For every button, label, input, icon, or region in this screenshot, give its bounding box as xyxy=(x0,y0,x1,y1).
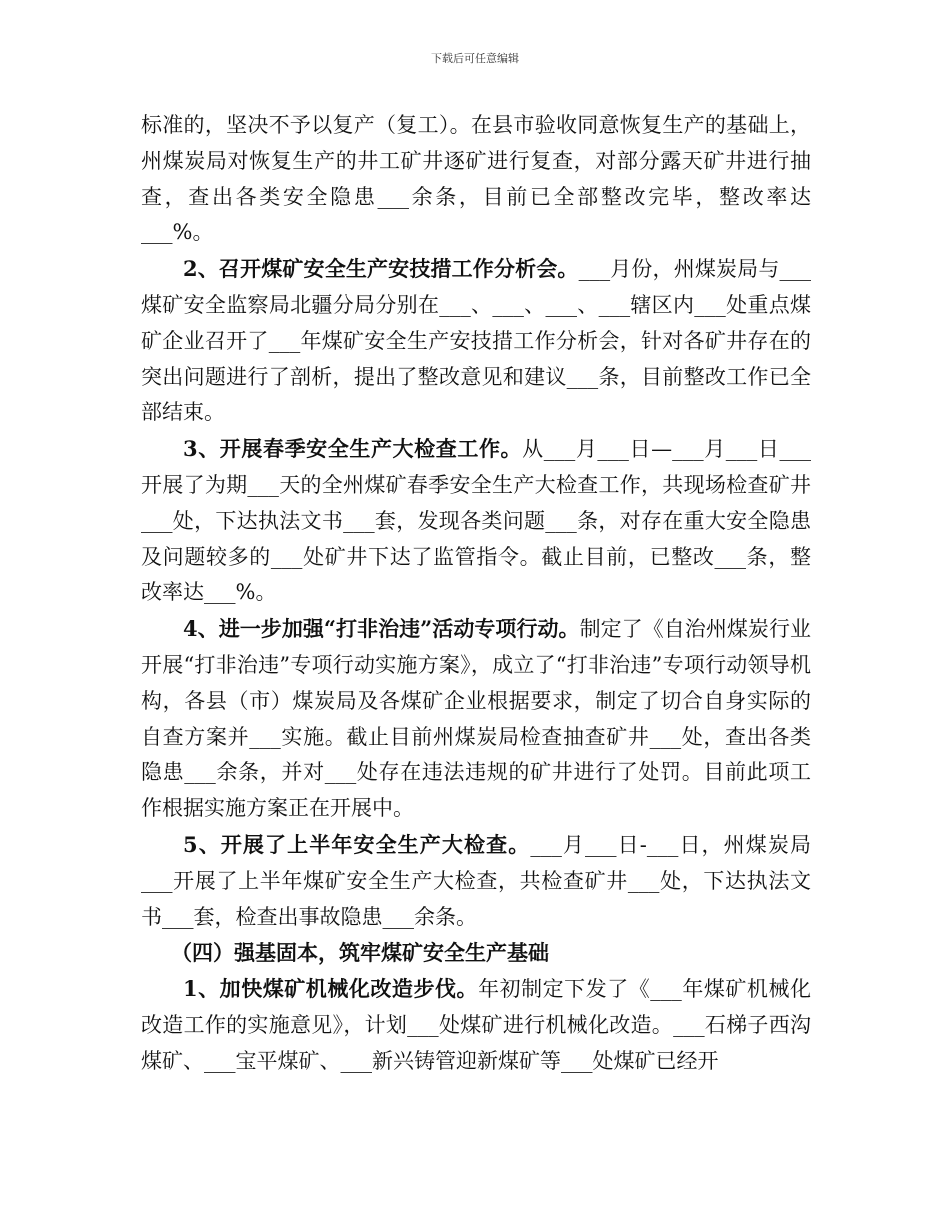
paragraph-text: ___月___日-___日，州煤炭局___开展了上半年煤矿安全生产大检查，共检查矿井___处，下达执法文书___套，检查出事故隐患___余条。 xyxy=(141,832,811,929)
paragraph-item-4 xyxy=(141,611,811,827)
paragraph-lead: 2、召开煤矿安全生产安技措工作分析会。 xyxy=(183,256,579,282)
paragraph-item-3 xyxy=(141,431,811,611)
paragraph-lead: 3、开展春季安全生产大检查工作。 xyxy=(183,436,523,462)
section-heading: （四）强基固本，筑牢煤矿安全生产基础 xyxy=(171,940,549,966)
paragraph-lead: 5、开展了上半年安全生产大检查。 xyxy=(183,831,531,857)
paragraph-text: 年初制定下发了《___年煤矿机械化改造工作的实施意见》，计划___处煤矿进行机械化改造。___石梯子西沟煤矿、___宝平煤矿、___新兴铸管迎新煤矿等___处煤矿已经开 xyxy=(141,977,811,1073)
paragraph-lead: 4、进一步加强“打非治违”活动专项行动。 xyxy=(183,616,580,642)
document-body xyxy=(141,108,811,1080)
paragraph-text: ___月份，州煤炭局与___煤矿安全监察局北疆分局分别在___、___、___、___辖区内___处重点煤矿企业召开了___年煤矿安全生产安技措工作分析会，针对各矿井存在的突出问题进行了剖析，提出了整改意见和建议___条，目前整改工作已全部结束。 xyxy=(141,257,811,425)
paragraph-text: 标准的，坚决不予以复产（复工）。在县市验收同意恢复生产的基础上，州煤炭局对恢复生产的井工矿井逐矿进行复查，对部分露天矿井进行抽查，查出各类安全隐患___余条，目前已全部整改完毕，整改率达___%。 xyxy=(141,113,811,245)
page-header: 下载后可任意编辑 xyxy=(431,52,519,65)
paragraph-item-2 xyxy=(141,251,811,431)
paragraph-continued xyxy=(141,108,811,251)
paragraph-text: 制定了《自治州煤炭行业开展“打非治违”专项行动实施方案》，成立了“打非治违”专项行动领导机构，各县（市）煤炭局及各煤矿企业根据要求，制定了切合自身实际的自查方案并___实施。截止目前州煤炭局检查抽查矿井___处，查出各类隐患___余条，并对___处存在违法违规的矿井进行了处罚。目前此项工作根据实施方案正在开展中。 xyxy=(141,617,811,821)
paragraph-item-5 xyxy=(141,827,811,935)
paragraph-item-1 xyxy=(141,971,811,1079)
paragraph-text: 从___月___日—___月___日___开展了为期___天的全州煤矿春季安全生产大检查工作，共现场检查矿井___处，下达执法文书___套，发现各类问题___条，对存在重大安全隐患及问题较多的___处矿井下达了监管指令。截止目前，已整改___条，整改率达___%。 xyxy=(141,437,811,605)
paragraph-lead: 1、加快煤矿机械化改造步伐。 xyxy=(183,976,479,1002)
